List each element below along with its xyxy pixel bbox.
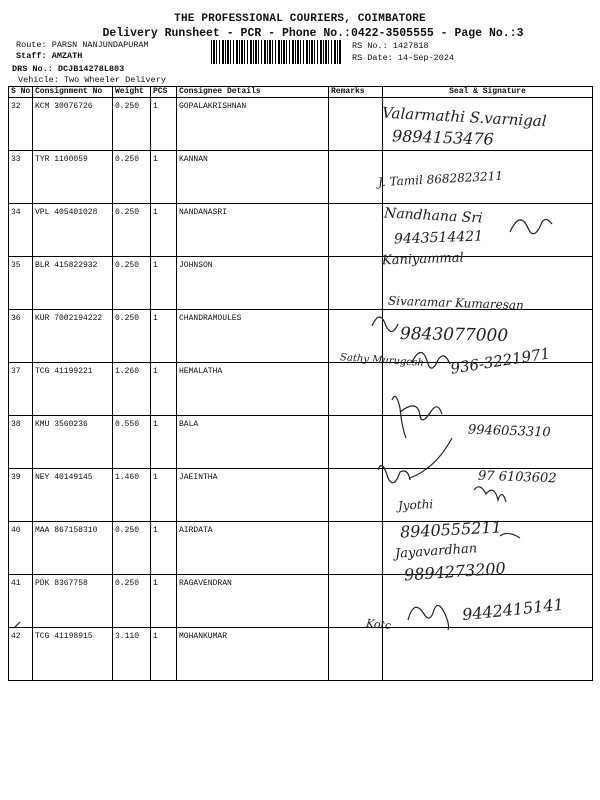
rs-no-line: RS No.: 1427818 (352, 41, 429, 51)
staff-line: Staff: AMZATH (16, 51, 83, 61)
signature-text: Sivaramar Kumaresan (387, 293, 525, 313)
col-consignee: Consignee Details (177, 87, 329, 98)
signature-text: 97 6103602 (477, 468, 557, 487)
company-title: THE PROFESSIONAL COURIERS, COIMBATORE (174, 13, 426, 25)
table-row: 32 KCM 30076726 0.250 1 GOPALAKRISHNAN (9, 98, 593, 151)
rs-no-value: 1427818 (392, 41, 429, 51)
tick-mark (14, 622, 20, 628)
runsheet-subtitle: Delivery Runsheet - PCR - Phone No.:0422-3505555 - Page No.:3 (102, 27, 524, 40)
drs-value: DCJB14278L803 (57, 64, 125, 74)
table-row: 39 NEY 40149145 1.460 1 JAEINTHA (9, 469, 593, 522)
table-row: 42 TCG 41198915 3.110 1 MOHANKUMAR (9, 628, 593, 681)
rs-date-line: RS Date: 14-Sep-2024 (352, 53, 455, 63)
col-remarks: Remarks (329, 87, 383, 98)
signature-text: 936-3221971 (449, 344, 552, 378)
signature-text: Sathy Murugesh (339, 352, 425, 369)
signature-text: 9843077000 (399, 324, 509, 346)
signature-stroke (500, 533, 520, 538)
vehicle-line: Vehicle: Two Wheeler Delivery (18, 75, 166, 85)
table-row: 41 PDK 8367758 0.250 1 RAGAVENDRAN (9, 575, 593, 628)
table-row: 34 VPL 405401028 0.250 1 NANDANASRI (9, 204, 593, 257)
signature-text: Kotc (365, 616, 392, 633)
col-signature: Seal & Signature (383, 87, 593, 98)
signature-text: Jyothi (397, 497, 434, 513)
signature-text: J. Tamil 8682823211 (377, 168, 504, 190)
table-row: 33 TYR 1100059 0.250 1 KANNAN (9, 151, 593, 204)
signature-text: 9443514421 (393, 228, 484, 248)
signature-stroke (408, 605, 449, 630)
drs-line: DRS No.: DCJB14278L803 (12, 64, 125, 74)
signature-text: 8940555211 (399, 517, 503, 542)
signature-stroke (412, 352, 450, 368)
col-sno: S No (9, 87, 33, 98)
signature-text: Jayavardhan (394, 541, 478, 562)
signature-text: Valarmathi S.varnigal (381, 103, 547, 131)
table-row: 37 TCG 41199221 1.260 1 HEMALATHA (9, 363, 593, 416)
signature-text: Nandhana Sri (383, 205, 483, 227)
signature-stroke (474, 487, 506, 502)
vehicle-value: Two Wheeler Delivery (63, 75, 166, 85)
route-value: PARSN NANJUNDAPURAM (51, 40, 149, 50)
signature-text: 9946053310 (467, 422, 551, 441)
table-row: 35 BLR 415822932 0.250 1 JOHNSON (9, 257, 593, 310)
signature-stroke (378, 438, 452, 483)
table-row: 36 KUR 7002194222 0.250 1 CHANDRAMOULES (9, 310, 593, 363)
signature-text: 9442415141 (461, 594, 565, 625)
staff-value: AMZATH (51, 51, 83, 61)
col-consignment: Consignment No (33, 87, 113, 98)
signature-stroke (372, 317, 398, 332)
route-line: Route: PARSN NANJUNDAPURAM (16, 40, 149, 50)
signature-stroke (392, 396, 442, 438)
table-row: 38 KMU 3560236 0.550 1 BALA (9, 416, 593, 469)
signature-text: 9894273200 (403, 558, 507, 585)
signature-stroke (510, 219, 552, 233)
rs-date-value: 14-Sep-2024 (397, 53, 455, 63)
signature-text: 9894153476 (391, 126, 495, 149)
col-pcs: PCS (151, 87, 177, 98)
signature-text: Kaniyammal (381, 250, 464, 269)
table-row: 40 MAA 867158310 0.250 1 AIRDATA (9, 522, 593, 575)
col-weight: Weight (113, 87, 151, 98)
